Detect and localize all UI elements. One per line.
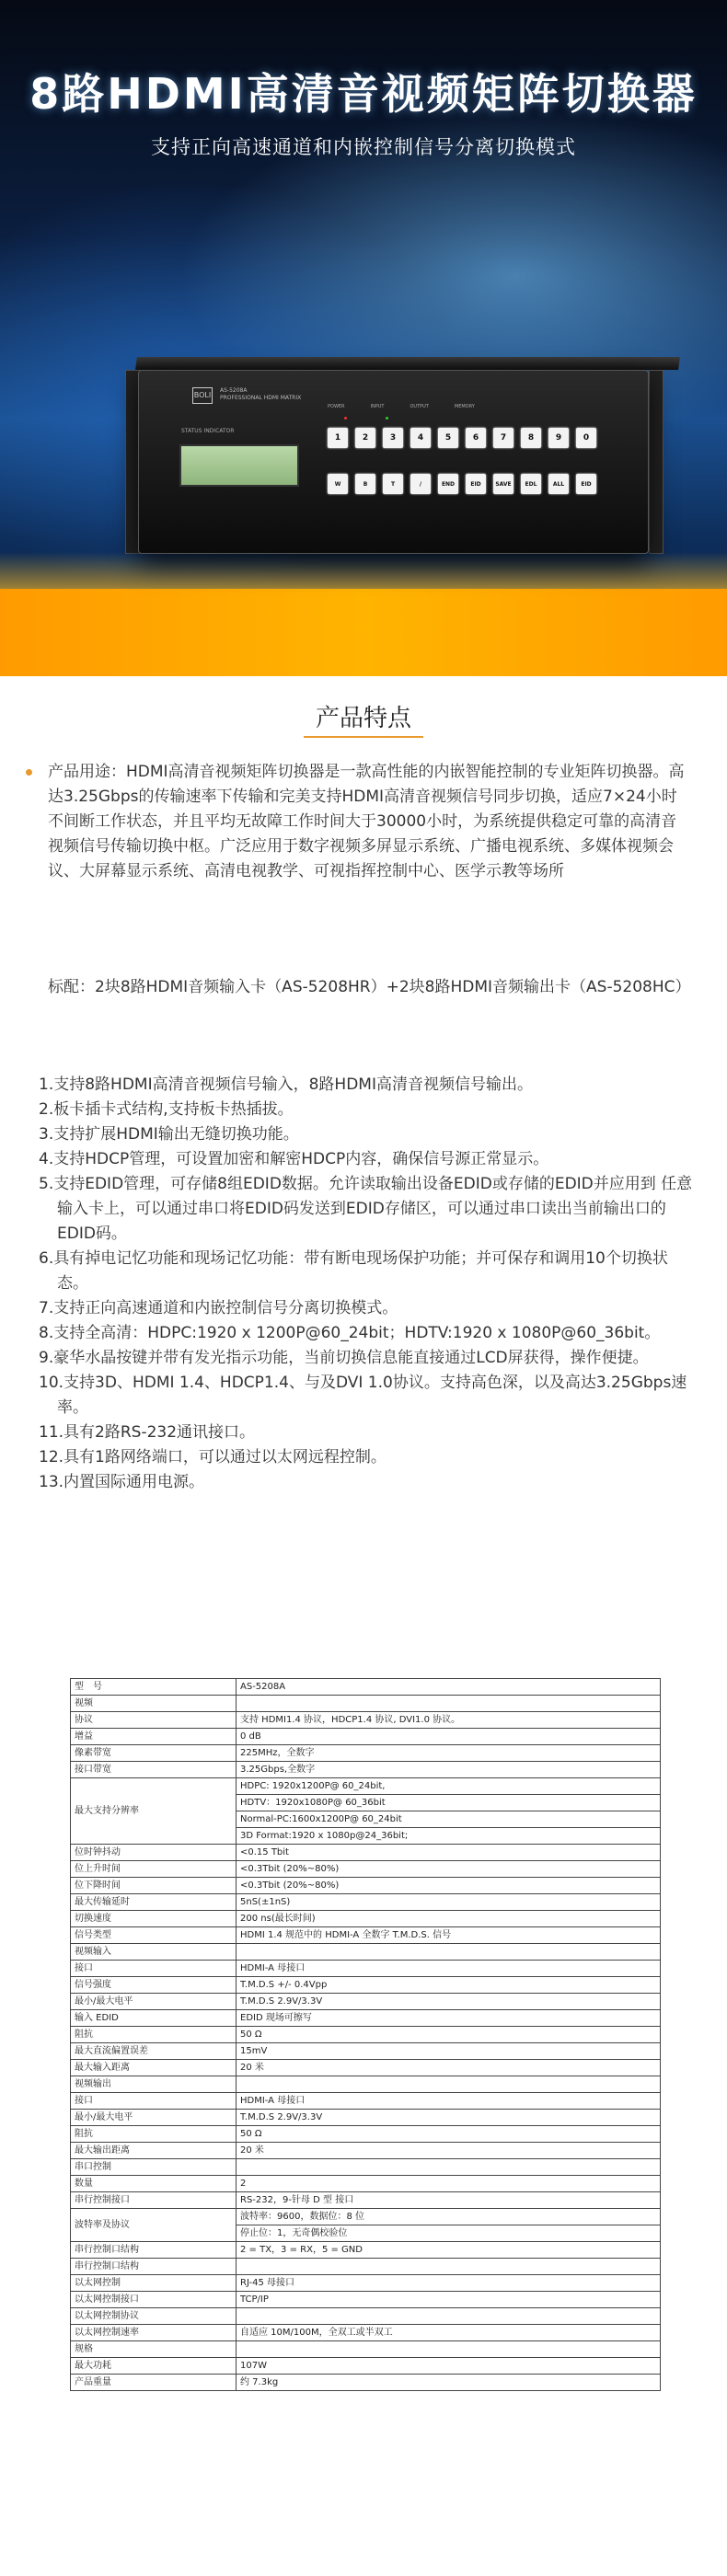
spec-key: 信号强度: [71, 1977, 237, 1994]
key-2[interactable]: 2: [355, 428, 375, 448]
spec-row: [71, 1745, 661, 1762]
key-t[interactable]: T: [383, 474, 403, 494]
feature-item: 12.具有1路网络端口，可以通过以太网远程控制。: [39, 1448, 387, 1466]
device-top-panel: [135, 357, 680, 370]
spec-row: [71, 2143, 661, 2159]
spec-key: 最小/最大电平: [71, 2110, 237, 2126]
spec-key: 串口控制: [71, 2159, 237, 2176]
spec-value: <0.3Tbit (20%~80%): [237, 1878, 661, 1894]
key-eid-2[interactable]: EID: [576, 474, 596, 494]
key-9[interactable]: 9: [548, 428, 569, 448]
spec-row: [71, 1778, 661, 1795]
spec-key: 以太网控制协议: [71, 2308, 237, 2325]
feature-item: 6.具有掉电记忆功能和现场记忆功能：带有断电现场保护功能；并可保存和调用10个切换状态。: [39, 1249, 668, 1293]
spec-key: 接口带宽: [71, 1762, 237, 1778]
spec-row: [71, 1878, 661, 1894]
group-label-input: INPUT: [370, 404, 385, 409]
spec-value: HDMI-A 母接口: [237, 1961, 661, 1977]
spec-value: T.M.D.S +/- 0.4Vpp: [237, 1977, 661, 1994]
spec-value: <0.15 Tbit: [237, 1845, 661, 1861]
spec-row: [71, 1927, 661, 1944]
spec-value: 20 米: [237, 2143, 661, 2159]
spec-value: RS-232，9-针母 D 型 接口: [237, 2192, 661, 2209]
spec-row: [71, 1994, 661, 2010]
group-label-memory: MEMORY: [454, 404, 475, 409]
spec-value: 20 米: [237, 2060, 661, 2076]
lcd-label: STATUS INDICATOR: [181, 428, 235, 434]
spec-row: [71, 2043, 661, 2060]
spec-key: 数量: [71, 2176, 237, 2192]
spec-row: [71, 2375, 661, 2391]
spec-key: 最小/最大电平: [71, 1994, 237, 2010]
spec-key: 型 号: [71, 1679, 237, 1696]
spec-key: 位上升时间: [71, 1861, 237, 1878]
spec-key: 信号类型: [71, 1927, 237, 1944]
spec-value: <0.3Tbit (20%~80%): [237, 1861, 661, 1878]
spec-value: [237, 2341, 661, 2358]
feature-item: 10.支持3D、HDMI 1.4、HDCP1.4、与及DVI 1.0协议。支持高色深，以及高达3.25Gbps速率。: [39, 1374, 687, 1417]
spec-row: [71, 2275, 661, 2292]
feature-item: 7.支持正向高速通道和内嵌控制信号分离切换模式。: [39, 1299, 398, 1317]
spec-row: [71, 2093, 661, 2110]
section-title: 产品特点: [315, 705, 411, 732]
spec-key: 协议: [71, 1712, 237, 1729]
spec-value: 50 Ω: [237, 2126, 661, 2143]
spec-value: HDPC: 1920x1200P@ 60_24bit,: [237, 1778, 661, 1795]
feature-item: 13.内置国际通用电源。: [39, 1473, 205, 1491]
spec-row: [71, 1944, 661, 1961]
key-5[interactable]: 5: [438, 428, 458, 448]
key-row-numbers: [328, 428, 596, 448]
spec-row: [71, 1894, 661, 1911]
spec-row: [71, 2110, 661, 2126]
spec-row: [71, 2076, 661, 2093]
spec-key: 波特率及协议: [71, 2209, 237, 2242]
spec-value: 波特率：9600，数据位：8 位: [237, 2209, 661, 2225]
hero-title: 8路HDMI高清音视频矩阵切换器: [29, 69, 698, 119]
spec-key: 切换速度: [71, 1911, 237, 1927]
spec-row: [71, 1845, 661, 1861]
device-logo: BOLI: [192, 387, 213, 404]
spec-value: HDTV：1920x1080P@ 60_36bit: [237, 1795, 661, 1811]
spec-key: 产品重量: [71, 2375, 237, 2391]
spec-row: [71, 1762, 661, 1778]
standard-config: 标配：2块8路HDMI音频输入卡（AS-5208HR）+2块8路HDMI音频输出卡（AS-5208HC）: [48, 978, 691, 996]
feature-item: 9.豪华水晶按键并带有发光指示功能，当前切换信息能直接通过LCD屏获得，操作便捷。: [39, 1349, 649, 1367]
spec-value: Normal-PC:1600x1200P@ 60_24bit: [237, 1811, 661, 1828]
key-8[interactable]: 8: [521, 428, 541, 448]
spec-value: 107W: [237, 2358, 661, 2375]
spec-key: 增益: [71, 1729, 237, 1745]
spec-row: [71, 2292, 661, 2308]
key-end[interactable]: END: [438, 474, 458, 494]
spec-value: 停止位：1，无奇偶校验位: [237, 2225, 661, 2242]
spec-key: 阻抗: [71, 2126, 237, 2143]
orange-floor: [0, 589, 727, 676]
spec-value: T.M.D.S 2.9V/3.3V: [237, 2110, 661, 2126]
spec-value: 50 Ω: [237, 2027, 661, 2043]
spec-value: [237, 2159, 661, 2176]
matrix-switcher-device: [138, 370, 649, 554]
product-intro: 产品用途：HDMI高清音视频矩阵切换器是一款高性能的内嵌智能控制的专业矩阵切换器。高达3.25Gbps的传输速率下传输和完美支持HDMI高清音视频信号同步切换，适应7×24小时不间断工作状态，并且平均无故障工作时间大于30000小时，为系统提供稳定可靠的高清音视频信号传输切换中枢。广泛应用于数字视频多屏显示系统、广播电视系统、多媒体视频会议、大屏幕显示系统、高清电视教学、可视指挥控制中心、医学示教等场所: [48, 763, 685, 880]
hero-banner: [0, 0, 727, 676]
feature-item: 3.支持扩展HDMI输出无缝切换功能。: [39, 1125, 299, 1144]
spec-row: [71, 1729, 661, 1745]
spec-row: [71, 1696, 661, 1712]
group-label-output: OUTPUT: [410, 404, 429, 409]
spec-key: 最大功耗: [71, 2358, 237, 2375]
spec-key: 最大输入距离: [71, 2060, 237, 2076]
spec-row: [71, 2308, 661, 2325]
key-slash[interactable]: /: [410, 474, 431, 494]
spec-key: 最大传输延时: [71, 1894, 237, 1911]
spec-key: 串行控制接口: [71, 2192, 237, 2209]
spec-key: 最大输出距离: [71, 2143, 237, 2159]
spec-key: 视频输出: [71, 2076, 237, 2093]
spec-value: RJ-45 母接口: [237, 2275, 661, 2292]
key-b[interactable]: B: [355, 474, 375, 494]
key-all[interactable]: ALL: [548, 474, 569, 494]
key-1[interactable]: 1: [328, 428, 348, 448]
spec-value: 2 = TX，3 = RX，5 = GND: [237, 2242, 661, 2259]
key-save[interactable]: SAVE: [493, 474, 514, 494]
key-w[interactable]: W: [328, 474, 348, 494]
spec-value: T.M.D.S 2.9V/3.3V: [237, 1994, 661, 2010]
spec-value: [237, 1696, 661, 1712]
spec-value: [237, 2076, 661, 2093]
spec-row: [71, 1861, 661, 1878]
spec-key: 视频: [71, 1696, 237, 1712]
spec-row: [71, 2242, 661, 2259]
rack-ear-right: [649, 370, 664, 554]
spec-row: [71, 1977, 661, 1994]
spec-row: [71, 1911, 661, 1927]
group-label-power: POWER: [328, 404, 345, 409]
spec-value: 200 ns(最长时间): [237, 1911, 661, 1927]
key-6[interactable]: 6: [466, 428, 486, 448]
spec-value: 0 dB: [237, 1729, 661, 1745]
key-7[interactable]: 7: [493, 428, 514, 448]
spec-key: 位下降时间: [71, 1878, 237, 1894]
spec-value: AS-5208A: [237, 1679, 661, 1696]
key-eid[interactable]: EID: [466, 474, 486, 494]
spec-row: [71, 2159, 661, 2176]
device-model-line1: AS-5208A: [220, 387, 248, 394]
spec-key: 接口: [71, 2093, 237, 2110]
spec-row: [71, 2209, 661, 2225]
spec-row: [71, 2341, 661, 2358]
spec-value: 5nS(±1nS): [237, 1894, 661, 1911]
spec-table: [70, 1678, 661, 2391]
device-model: [220, 387, 301, 402]
key-4[interactable]: 4: [410, 428, 431, 448]
power-led-icon: [344, 417, 347, 420]
spec-row: [71, 1712, 661, 1729]
spec-key: 串行控制口结构: [71, 2242, 237, 2259]
spec-key: 最大支持分辨率: [71, 1778, 237, 1845]
spec-row: [71, 2027, 661, 2043]
key-edl[interactable]: EDL: [521, 474, 541, 494]
spec-value: HDMI-A 母接口: [237, 2093, 661, 2110]
device-model-line2: PROFESSIONAL HDMI MATRIX: [220, 395, 302, 401]
spec-row: [71, 2010, 661, 2027]
spec-value: [237, 2308, 661, 2325]
spec-key: 以太网控制接口: [71, 2292, 237, 2308]
section-underline: [304, 736, 423, 738]
feature-item: 5.支持EDID管理，可存储8组EDID数据。允许读取输出设备EDID或存储的EDID并应用到 任意输入卡上，可以通过串口将EDID码发送到EDID存储区，可以通过串口读出当前输出口的EDID码。: [39, 1175, 693, 1243]
spec-value: HDMI 1.4 规范中的 HDMI-A 全数字 T.M.D.S. 信号: [237, 1927, 661, 1944]
spec-key: 接口: [71, 1961, 237, 1977]
spec-row: [71, 2176, 661, 2192]
spec-row: [71, 2060, 661, 2076]
spec-key: 位时钟抖动: [71, 1845, 237, 1861]
spec-row: [71, 2259, 661, 2275]
spec-value: TCP/IP: [237, 2292, 661, 2308]
lcd-screen: [179, 444, 299, 487]
feature-item: 11.具有2路RS-232通讯接口。: [39, 1423, 256, 1442]
spec-key: 输入 EDID: [71, 2010, 237, 2027]
spec-key: 规格: [71, 2341, 237, 2358]
spec-key: 最大直流偏置误差: [71, 2043, 237, 2060]
spec-row: [71, 2325, 661, 2341]
feature-item: 8.支持全高清：HDPC:1920 x 1200P@60_24bit；HDTV:1920 x 1080P@60_36bit。: [39, 1324, 661, 1342]
spec-value: 225MHz，全数字: [237, 1745, 661, 1762]
spec-row: [71, 2358, 661, 2375]
feature-item: 1.支持8路HDMI高清音视频信号输入，8路HDMI高清音视频信号输出。: [39, 1075, 533, 1094]
spec-value: 自适应 10M/100M，全双工或半双工: [237, 2325, 661, 2341]
spec-row: [71, 1679, 661, 1696]
spec-key: 视频输入: [71, 1944, 237, 1961]
spec-value: 3D Format:1920 x 1080p@24_36bit;: [237, 1828, 661, 1845]
key-3[interactable]: 3: [383, 428, 403, 448]
status-led-icon: [386, 417, 388, 420]
spec-key: 串行控制口结构: [71, 2259, 237, 2275]
spec-value: [237, 2259, 661, 2275]
spec-value: 2: [237, 2176, 661, 2192]
spec-value: 支持 HDMI1.4 协议，HDCP1.4 协议, DVI1.0 协议。: [237, 1712, 661, 1729]
spec-row: [71, 2192, 661, 2209]
feature-item: 2.板卡插卡式结构,支持板卡热插拔。: [39, 1100, 294, 1119]
hero-subtitle: 支持正向高速通道和内嵌控制信号分离切换模式: [151, 136, 576, 158]
bullet-dot-icon: [26, 769, 32, 776]
spec-key: 阻抗: [71, 2027, 237, 2043]
spec-row: [71, 2126, 661, 2143]
spec-value: EDID 现场可擦写: [237, 2010, 661, 2027]
spec-value: [237, 1944, 661, 1961]
spec-value: 约 7.3kg: [237, 2375, 661, 2391]
spec-key: 以太网控制速率: [71, 2325, 237, 2341]
spec-value: 15mV: [237, 2043, 661, 2060]
spec-row: [71, 1961, 661, 1977]
spec-value: 3.25Gbps,全数字: [237, 1762, 661, 1778]
feature-item: 4.支持HDCP管理，可设置加密和解密HDCP内容，确保信号源正常显示。: [39, 1150, 549, 1168]
feature-list: [39, 1073, 697, 1495]
key-0[interactable]: 0: [576, 428, 596, 448]
key-group-labels: [328, 404, 475, 409]
spec-key: 像素带宽: [71, 1745, 237, 1762]
key-row-functions: [328, 474, 596, 494]
spec-key: 以太网控制: [71, 2275, 237, 2292]
